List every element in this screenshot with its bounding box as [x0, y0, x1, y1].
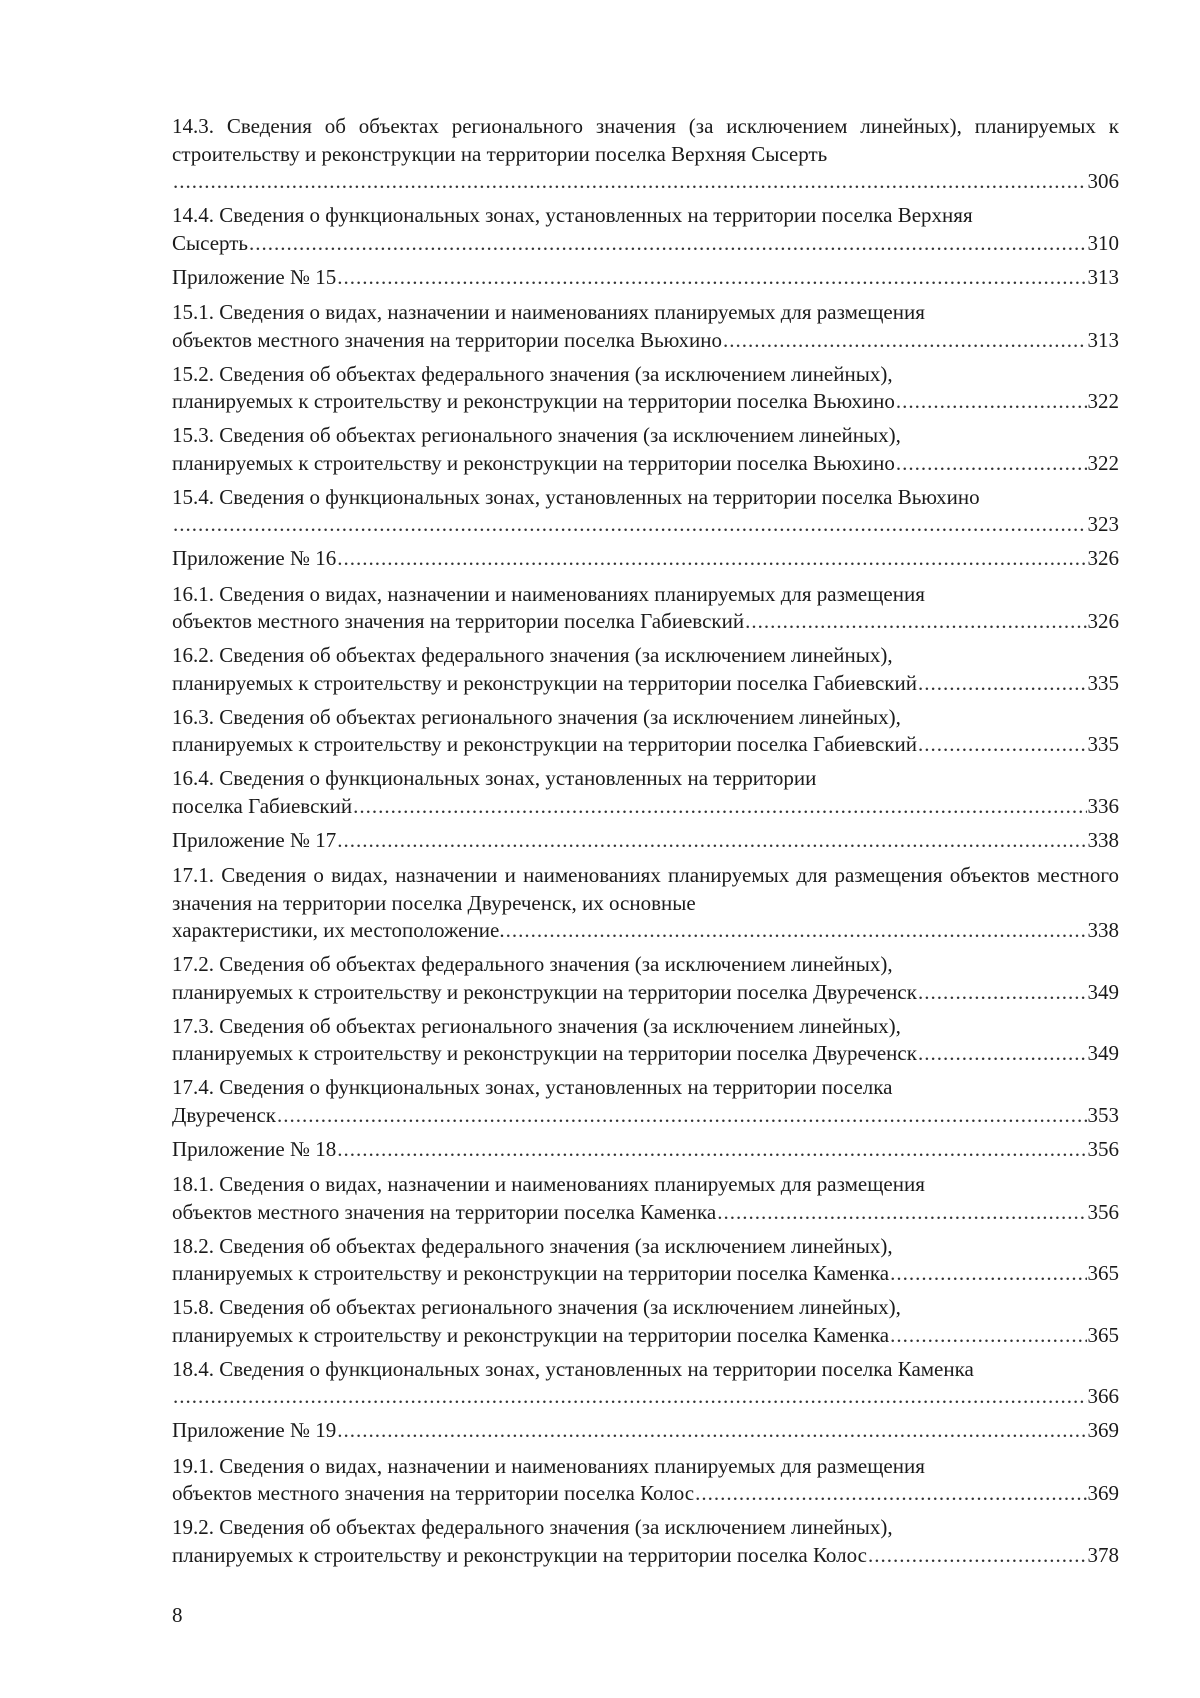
toc-entry-title-tail: объектов местного значения на территории поселка Каменка [172, 1199, 717, 1224]
toc-entry-last-line [172, 168, 1119, 196]
toc-entry-last-line [172, 608, 1119, 636]
toc-entry-title-tail: планируемых к строительству и реконструкции на территории поселка Вьюхино [172, 389, 895, 413]
toc-entry-page-number: 356 [1087, 1136, 1119, 1161]
dot-leader [717, 1199, 1086, 1227]
dot-leader [353, 793, 1086, 821]
toc-entry-title-tail: Приложение № 17 [172, 827, 337, 852]
toc-entry-last-line [172, 917, 1119, 945]
dot-leader [896, 388, 1087, 416]
toc-entry[interactable] [172, 113, 1119, 196]
toc-entry-page-number: 336 [1087, 793, 1119, 818]
toc-entry-last-line [172, 327, 1119, 355]
toc-entry-page-number: 306 [1087, 169, 1119, 193]
toc-entry[interactable] [172, 827, 1119, 855]
toc-entry[interactable] [172, 361, 1119, 416]
toc-entry-last-line [172, 1322, 1119, 1350]
toc-entry-page-number: 349 [1087, 979, 1119, 1004]
toc-entry-page-number: 322 [1087, 450, 1119, 475]
toc-entry-page-number: 369 [1087, 1418, 1119, 1442]
toc-entry-last-line [172, 264, 1119, 292]
toc-entry-title-tail: планируемых к строительству и реконструкции на территории поселка Колос [172, 1542, 867, 1567]
toc-entry[interactable] [172, 1013, 1119, 1068]
toc-entry-page-number: 369 [1087, 1481, 1119, 1505]
toc-entry-page-number: 366 [1087, 1384, 1119, 1408]
toc-entry[interactable] [172, 765, 1119, 820]
toc-entry-title: 17.2. Сведения об объектах федерального значения (за исключением линейных), [172, 952, 893, 976]
toc-entry-title-tail: планируемых к строительству и реконструкции на территории поселка Габиевский [172, 670, 917, 695]
toc-entry-title: 17.4. Сведения о функциональных зонах, установленных на территории поселка [172, 1075, 893, 1099]
toc-entry-last-line [172, 1260, 1119, 1288]
toc-entry-page-number: 338 [1087, 827, 1119, 852]
toc-entry[interactable] [172, 1136, 1119, 1164]
toc-entry-title: 16.2. Сведения об объектах федерального значения (за исключением линейных), [172, 643, 893, 667]
toc-entry[interactable] [172, 422, 1119, 477]
toc-entry-title: 16.1. Сведения о видах, назначении и наименованиях планируемых для размещения [172, 581, 925, 606]
toc-entry-last-line [172, 793, 1119, 821]
toc-entry-title: 18.1. Сведения о видах, назначении и наименованиях планируемых для размещения [172, 1172, 925, 1196]
dot-leader [337, 827, 1086, 855]
toc-entry-title: 15.8. Сведения об объектах регионального значения (за исключением линейных), [172, 1295, 901, 1319]
toc-entry-page-number: 322 [1087, 389, 1119, 413]
dot-leader [745, 608, 1086, 636]
toc-entry-last-line [172, 511, 1119, 539]
toc-entry-last-line [172, 545, 1119, 573]
toc-entry-title-tail: Приложение № 15 [172, 264, 337, 289]
dot-leader [896, 450, 1087, 478]
toc-entry[interactable] [172, 581, 1119, 636]
toc-entry[interactable] [172, 1514, 1119, 1569]
toc-entry-title-tail: планируемых к строительству и реконструкции на территории поселка Габиевский [172, 732, 917, 756]
dot-leader [723, 327, 1086, 355]
toc-entry-title: 19.2. Сведения об объектах федерального значения (за исключением линейных), [172, 1515, 893, 1539]
toc-entry-title-tail: объектов местного значения на территории поселка Вьюхино [172, 327, 723, 352]
dot-leader [890, 1322, 1086, 1350]
toc-entry-title-tail: Приложение № 18 [172, 1136, 337, 1161]
toc-entry-page-number: 310 [1087, 230, 1119, 255]
toc-entry-page-number: 378 [1087, 1542, 1119, 1567]
toc-entry-page-number: 323 [1087, 512, 1119, 536]
toc-entry-page-number: 326 [1087, 546, 1119, 570]
dot-leader [918, 670, 1087, 698]
dot-leader [868, 1542, 1087, 1570]
toc-entry-page-number: 365 [1087, 1322, 1119, 1347]
dot-leader [173, 1383, 1087, 1411]
toc-entry-page-number: 353 [1087, 1102, 1119, 1127]
dot-leader [890, 1260, 1086, 1288]
dot-leader [173, 511, 1087, 539]
dot-leader [918, 731, 1087, 759]
toc-entry-page-number: 326 [1087, 609, 1119, 633]
toc-entry[interactable] [172, 202, 1119, 257]
toc-entry-title-tail: Двуреченск [172, 1102, 276, 1127]
toc-entry-last-line [172, 670, 1119, 698]
toc-entry-last-line [172, 1383, 1119, 1411]
toc-entry-title-tail: Приложение № 16 [172, 546, 337, 570]
dot-leader [277, 1102, 1087, 1130]
toc-entry-title: 17.1. Сведения о видах, назначении и наименованиях планируемых для размещения объектов местного значения на территории поселка Двуреченск, их основные [172, 863, 1119, 915]
toc-entry-page-number: 349 [1087, 1041, 1119, 1065]
toc-entry-title-tail: планируемых к строительству и реконструкции на территории поселка Каменка [172, 1261, 890, 1285]
toc-entry[interactable] [172, 1074, 1119, 1129]
dot-leader [695, 1480, 1086, 1508]
toc-entry-title-tail: планируемых к строительству и реконструкции на территории поселка Вьюхино [172, 450, 895, 475]
toc-entry[interactable] [172, 545, 1119, 573]
toc-entry-title: 15.2. Сведения об объектах федерального значения (за исключением линейных), [172, 361, 893, 386]
toc-entry-title: 14.3. Сведения об объектах регионального значения (за исключением линейных), планируемых к строительству и реконструкции на территории поселка Верхняя Сысерть [172, 114, 1119, 166]
toc-entry-title: 15.3. Сведения об объектах регионального значения (за исключением линейных), [172, 423, 901, 447]
toc-entry-last-line [172, 1102, 1119, 1130]
toc-entry[interactable] [172, 299, 1119, 354]
toc-entry-last-line [172, 1040, 1119, 1068]
toc-entry-last-line [172, 1542, 1119, 1570]
toc-entry-title: 18.4. Сведения о функциональных зонах, установленных на территории поселка Каменка [172, 1356, 974, 1381]
toc-entry-title: 18.2. Сведения об объектах федерального значения (за исключением линейных), [172, 1233, 893, 1258]
toc-entry-title-tail: объектов местного значения на территории поселка Габиевский [172, 609, 745, 633]
toc-entry-last-line [172, 1417, 1119, 1445]
toc-entry-title-tail: планируемых к строительству и реконструкции на территории поселка Двуреченск [172, 1041, 917, 1065]
toc-entry-page-number: 338 [1087, 918, 1119, 942]
toc-entry[interactable] [172, 1171, 1119, 1226]
toc-entry-last-line [172, 450, 1119, 478]
toc-entry-last-line [172, 1136, 1119, 1164]
toc-entry[interactable] [172, 704, 1119, 759]
dot-leader [337, 1417, 1086, 1445]
toc-entry[interactable] [172, 484, 1119, 539]
toc-entry-last-line [172, 1199, 1119, 1227]
dot-leader [918, 1040, 1087, 1068]
dot-leader [337, 264, 1086, 292]
toc-entry[interactable] [172, 1417, 1119, 1445]
toc-entry-page-number: 335 [1087, 670, 1119, 695]
toc-entry-title: 17.3. Сведения об объектах регионального значения (за исключением линейных), [172, 1013, 901, 1038]
toc-entry[interactable] [172, 1453, 1119, 1508]
toc-entry-title: 16.3. Сведения об объектах регионального значения (за исключением линейных), [172, 704, 901, 729]
dot-leader [506, 917, 1087, 945]
toc-entry-title: 15.1. Сведения о видах, назначении и наименованиях планируемых для размещения [172, 300, 925, 324]
toc-entry-title-tail: Приложение № 19 [172, 1418, 337, 1442]
toc-entry-page-number: 335 [1087, 732, 1119, 756]
dot-leader [173, 168, 1087, 196]
toc-entry-last-line [172, 979, 1119, 1007]
dot-leader [337, 545, 1086, 573]
toc-entry-last-line [172, 230, 1119, 258]
toc-entry-page-number: 356 [1087, 1199, 1119, 1224]
toc-entry-title-tail: планируемых к строительству и реконструкции на территории поселка Двуреченск [172, 979, 917, 1004]
toc-entry[interactable] [172, 1233, 1119, 1288]
toc-entry[interactable] [172, 264, 1119, 292]
toc-entry-title: 15.4. Сведения о функциональных зонах, установленных на территории поселка Вьюхино [172, 484, 980, 509]
toc-entry-title: 19.1. Сведения о видах, назначении и наименованиях планируемых для размещения [172, 1453, 925, 1478]
dot-leader [918, 979, 1087, 1007]
toc-entry[interactable] [172, 642, 1119, 697]
toc-entry[interactable] [172, 1294, 1119, 1349]
toc-entry-last-line [172, 731, 1119, 759]
toc-entry-title-tail: планируемых к строительству и реконструкции на территории поселка Каменка [172, 1322, 890, 1347]
toc-entry[interactable] [172, 862, 1119, 945]
toc-entry[interactable] [172, 1356, 1119, 1411]
toc-entry-title-tail: поселка Габиевский [172, 793, 353, 818]
toc-entry-last-line [172, 388, 1119, 416]
dot-leader [249, 230, 1087, 258]
toc-entry-title-tail: объектов местного значения на территории поселка Колос [172, 1481, 695, 1505]
toc-entry-title: 14.4. Сведения о функциональных зонах, установленных на территории поселка Верхняя [172, 203, 973, 227]
toc-entry-title: 16.4. Сведения о функциональных зонах, установленных на территории [172, 766, 817, 790]
toc-entry-last-line [172, 1480, 1119, 1508]
toc-entry-page-number: 313 [1087, 327, 1119, 352]
dot-leader [337, 1136, 1086, 1164]
toc-entry-page-number: 365 [1087, 1261, 1119, 1285]
page-number: 8 [172, 1603, 183, 1627]
toc-entry-last-line [172, 827, 1119, 855]
toc-entry-title-tail: характеристики, их местоположение. [172, 918, 505, 942]
toc-entry-page-number: 313 [1087, 264, 1119, 289]
toc-entry-title-tail: Сысерть [172, 230, 248, 255]
toc-entry[interactable] [172, 951, 1119, 1006]
table-of-contents [172, 113, 1119, 1576]
